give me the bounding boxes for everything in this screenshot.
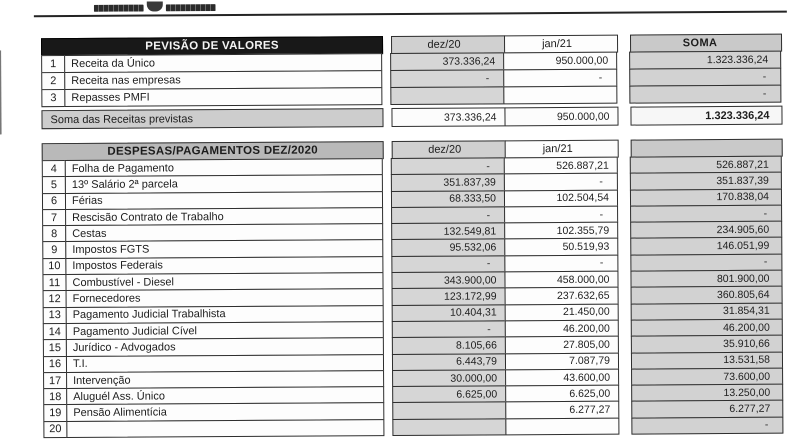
value-soma: - <box>629 85 781 104</box>
row-number: 16 <box>43 356 67 373</box>
row-label: Impostos FGTS <box>65 240 383 259</box>
value-dez20: - <box>391 157 505 175</box>
value-jan21: 21.450,00 <box>505 303 619 321</box>
logo-right-banner <box>166 4 216 11</box>
row-label: Pensão Alimentícia <box>66 403 384 422</box>
row-number: 8 <box>42 225 66 242</box>
value-soma: - <box>630 253 782 271</box>
value-jan21: 6.625,00 <box>505 385 619 403</box>
value-dez20: 6.443,79 <box>392 353 506 371</box>
value-soma: 31.854,31 <box>631 302 783 320</box>
column-header-dez20: dez/20 <box>391 35 505 54</box>
value-dez20: 10.404,31 <box>392 304 506 322</box>
value-dez20: - <box>391 255 505 273</box>
row-number: 7 <box>42 209 66 226</box>
value-soma: - <box>631 416 783 434</box>
value-soma: 35.910,66 <box>631 335 783 353</box>
value-soma: 6.277,27 <box>631 400 783 418</box>
value-dez20: 351.837,39 <box>391 174 505 192</box>
table-row <box>41 85 783 108</box>
row-label: Impostos Federais <box>65 256 383 275</box>
row-label: 13º Salário 2ª parcela <box>65 174 383 193</box>
column-header-soma: SOMA <box>630 34 782 53</box>
value-soma: 13.250,00 <box>631 384 783 402</box>
value-jan21: 43.600,00 <box>505 369 619 387</box>
row-label: Fornecedores <box>66 288 384 307</box>
row-label <box>66 419 384 438</box>
row-label: Férias <box>65 191 383 210</box>
value-soma: 801.900,00 <box>630 270 782 288</box>
row-number: 4 <box>42 160 66 177</box>
value-soma: - <box>629 68 781 87</box>
table2-body <box>42 156 786 439</box>
column-header-dez20: dez/20 <box>392 140 506 159</box>
row-number: 6 <box>42 193 66 210</box>
revenues-total-dez20: 373.336,24 <box>391 107 505 127</box>
value-jan21: - <box>504 206 618 224</box>
row-label: Intervenção <box>66 370 384 389</box>
value-dez20: - <box>390 69 504 88</box>
row-label: Repasses PMFI <box>64 87 382 107</box>
value-dez20: 132.549,81 <box>391 223 505 241</box>
value-jan21: 950.000,00 <box>503 52 617 71</box>
row-number: 1 <box>41 55 65 73</box>
value-soma: 234.905,60 <box>630 221 782 239</box>
column-header-soma-blank <box>631 139 783 158</box>
despesas-pagamentos-table <box>42 139 786 439</box>
value-dez20: 95.532,06 <box>391 239 505 257</box>
value-soma: 360.805,64 <box>631 286 783 304</box>
row-number: 12 <box>43 290 67 307</box>
value-dez20: 68.333,50 <box>391 190 505 208</box>
header-horizontal-rule <box>34 11 787 18</box>
value-jan21: - <box>504 173 618 191</box>
value-dez20: - <box>391 206 505 224</box>
table1-body <box>41 51 783 108</box>
value-jan21: 50.519,93 <box>504 238 618 256</box>
row-number: 3 <box>41 89 65 107</box>
row-number: 13 <box>43 307 67 324</box>
value-jan21: 7.087,79 <box>505 352 619 370</box>
row-label: Cestas <box>65 223 383 242</box>
value-dez20 <box>392 402 506 420</box>
value-jan21: 102.355,79 <box>504 222 618 240</box>
row-label: Rescisão Contrato de Trabalho <box>65 207 383 226</box>
value-soma: 46.200,00 <box>631 319 783 337</box>
row-label: Folha de Pagamento <box>65 158 383 177</box>
row-label: T.I. <box>66 354 384 373</box>
row-number: 10 <box>42 258 66 275</box>
row-number: 5 <box>42 176 66 193</box>
value-dez20: 123.172,99 <box>392 288 506 306</box>
row-number: 14 <box>43 323 67 340</box>
row-label: Jurídico - Advogados <box>66 337 384 356</box>
value-dez20: 8.105,66 <box>392 337 506 355</box>
revenues-total-label: Soma das Receitas previstas <box>41 108 383 129</box>
row-number: 17 <box>43 372 67 389</box>
coat-of-arms-logo-fragment <box>94 1 216 12</box>
column-header-jan21: jan/21 <box>505 140 619 159</box>
value-soma: 73.600,00 <box>631 368 783 386</box>
value-soma: 351.837,39 <box>630 172 782 190</box>
scan-edge-artifact <box>0 50 2 134</box>
row-number: 9 <box>42 242 66 259</box>
value-jan21: 102.504,54 <box>504 189 618 207</box>
logo-left-banner <box>94 5 144 12</box>
row-number: 20 <box>43 421 67 438</box>
value-dez20 <box>392 418 506 436</box>
table-row <box>43 416 785 438</box>
value-jan21: 6.277,27 <box>505 401 619 419</box>
value-jan21: - <box>503 69 617 88</box>
row-number: 18 <box>43 388 67 405</box>
row-number: 2 <box>41 72 65 90</box>
value-jan21: 526.887,21 <box>504 157 618 175</box>
value-soma: 1.323.336,24 <box>629 51 781 70</box>
revenues-total-jan21: 950.000,00 <box>504 107 618 127</box>
revenues-total-row <box>41 106 783 130</box>
previsao-de-valores-table <box>41 34 784 130</box>
revenues-total-soma: 1.323.336,24 <box>630 106 782 126</box>
row-number: 19 <box>43 404 67 421</box>
value-dez20: 30.000,00 <box>392 369 506 387</box>
value-dez20 <box>390 86 504 105</box>
value-jan21: 46.200,00 <box>505 320 619 338</box>
row-label: Combustível - Diesel <box>65 272 383 291</box>
row-number: 15 <box>43 339 67 356</box>
value-jan21: 27.805,00 <box>505 336 619 354</box>
value-jan21 <box>503 86 617 105</box>
logo-emblem <box>147 1 163 11</box>
column-header-jan21: jan/21 <box>504 35 618 54</box>
row-number: 11 <box>42 274 66 291</box>
value-dez20: - <box>392 320 506 338</box>
value-jan21: - <box>504 254 618 272</box>
value-soma: 146.051,99 <box>630 237 782 255</box>
table2-title: DESPESAS/PAGAMENTOS DEZ/2020 <box>42 141 384 161</box>
value-dez20: 343.900,00 <box>391 271 505 289</box>
value-soma: 526.887,21 <box>630 156 782 174</box>
table1-title: PEVISÃO DE VALORES <box>41 36 383 56</box>
value-jan21: 458.000,00 <box>504 271 618 289</box>
value-dez20: 6.625,00 <box>392 386 506 404</box>
value-jan21 <box>505 417 619 435</box>
value-soma: - <box>630 205 782 223</box>
row-label: Receita nas empresas <box>64 70 382 90</box>
row-label: Aluguél Ass. Único <box>66 386 384 405</box>
value-soma: 170.838,04 <box>630 188 782 206</box>
row-label: Receita da Único <box>64 53 382 73</box>
value-jan21: 237.632,65 <box>505 287 619 305</box>
value-soma: 13.531,58 <box>631 351 783 369</box>
value-dez20: 373.336,24 <box>390 52 504 71</box>
row-label: Pagamento Judicial Trabalhista <box>66 305 384 324</box>
row-label: Pagamento Judicial Cível <box>66 321 384 340</box>
